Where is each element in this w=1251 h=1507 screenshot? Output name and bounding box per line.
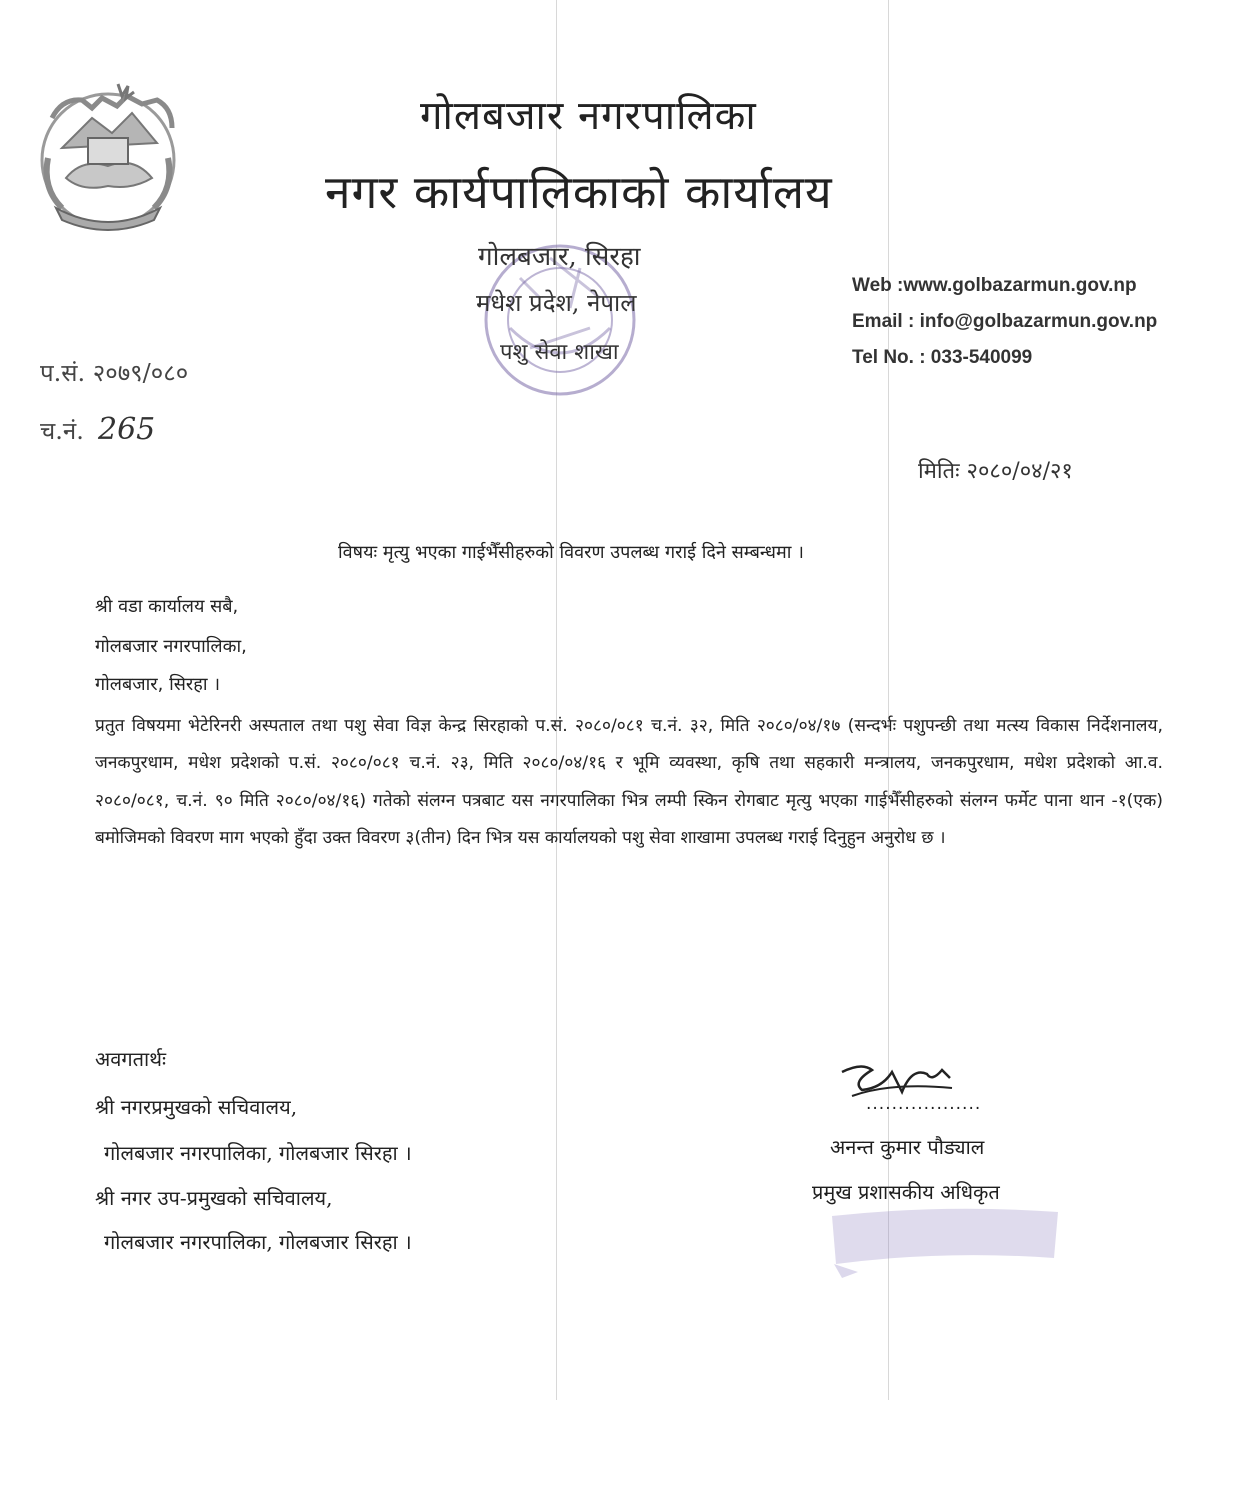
address-line: मधेश प्रदेश, नेपाल bbox=[476, 289, 637, 317]
letter-body: प्रतुत विषयमा भेटेरिनरी अस्पताल तथा पशु सेवा विज्ञ केन्द्र सिरहाको प.सं. २०८०/०८१ च.नं. ३२, मिति २०८०/०४/१७ (सन्दर्भः पशुपन्छी तथा मत्स्य विकास निर्देशनालय, जनकपुरधाम, मधेश प्रदेशको प.सं. २०८०/०८१ च.नं. २३, मिति २०८०/०४/१६ र भूमि व्यवस्था, कृषि तथा सहकारी मन्त्रालय, जनकपुरधाम, मधेश प्रदेशको आ.व. २०८०/०८१, च.नं. ९० मिति २०८०/०४/१६) गतेको संलग्न पत्रबाट यस नगरपालिका भित्र लम्पी स्किन रोगबाट मृत्यु भएका गाईभैँसीहरुको संलग्न फर्मेट पाना थान -१(एक) बमोजिमको विवरण माग भएको हुँदा उक्त विवरण ३(तीन) दिन भित्र यस कार्यालयको पशु सेवा शाखामा उपलब्ध गराई दिनुहुन अनुरोध छ । bbox=[95, 716, 1163, 849]
municipality-name: गोलबजार नगरपालिका bbox=[420, 93, 757, 139]
signer-designation: प्रमुख प्रशासकीय अधिकृत bbox=[812, 1180, 1000, 1204]
cc-line: श्री नगरप्रमुखको सचिवालय, bbox=[95, 1095, 298, 1119]
email: Email : info@golbazarmun.gov.np bbox=[852, 311, 1158, 332]
cc-label: अवगतार्थः bbox=[95, 1047, 167, 1071]
office-name: नगर कार्यपालिकाको कार्यालय bbox=[325, 165, 833, 219]
fiscal-year-ref: प.सं. २०७९/०८० bbox=[40, 359, 189, 387]
signature-dots: .................. bbox=[866, 1094, 982, 1114]
recipient-line: श्री वडा कार्यालय सबै, bbox=[95, 596, 239, 617]
cc-line: गोलबजार नगरपालिका, गोलबजार सिरहा । bbox=[104, 1141, 412, 1165]
letter-subject: विषयः मृत्यु भएका गाईभैँसीहरुको विवरण उपलब्ध गराई दिने सम्बन्धमा । bbox=[338, 542, 804, 563]
dispatch-label: च.नं. bbox=[40, 417, 84, 445]
telephone: Tel No. : 033-540099 bbox=[852, 347, 1033, 368]
letter-date: मितिः २०८०/०४/२१ bbox=[918, 459, 1073, 484]
website: Web :www.golbazarmun.gov.np bbox=[852, 275, 1137, 296]
cc-line: श्री नगर उप-प्रमुखको सचिवालय, bbox=[95, 1186, 333, 1210]
recipient-line: गोलबजार, सिरहा । bbox=[95, 674, 221, 695]
dispatch-number: 265 bbox=[98, 412, 156, 447]
section-name: पशु सेवा शाखा bbox=[500, 340, 619, 365]
recipient-line: गोलबजार नगरपालिका, bbox=[95, 636, 247, 657]
cc-line: गोलबजार नगरपालिका, गोलबजार सिरहा । bbox=[104, 1230, 412, 1254]
nepal-emblem-icon bbox=[22, 78, 194, 238]
designation-stamp-icon bbox=[822, 1198, 1064, 1278]
signer-name: अनन्त कुमार पौड्याल bbox=[830, 1135, 985, 1159]
contact-block bbox=[852, 268, 1157, 376]
address-line: गोलबजार, सिरहा bbox=[478, 242, 641, 272]
